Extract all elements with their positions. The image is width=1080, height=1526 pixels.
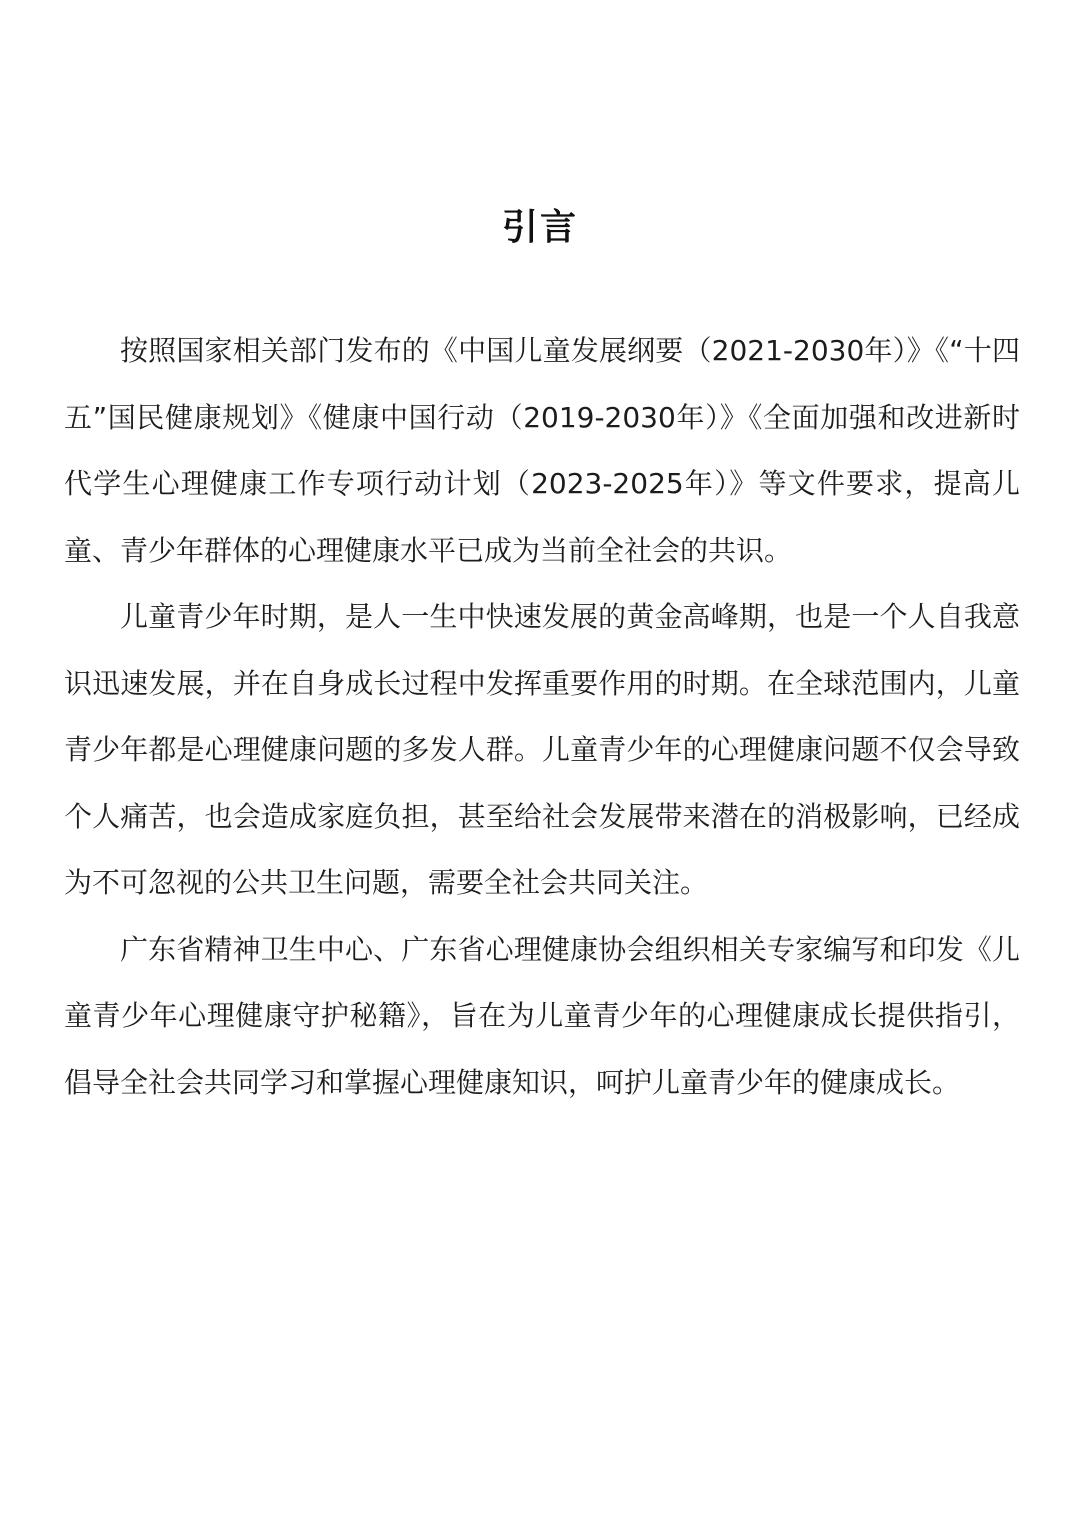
page-title: 引言: [501, 207, 578, 249]
document-body: [64, 318, 1020, 1116]
paragraph-guide-purpose: 广东省精神卫生中心、广东省心理健康协会组织相关专家编写和印发《儿童青少年心理健康守护秘籍》，旨在为儿童青少年的心理健康成长提供指引，倡导全社会共同学习和掌握心理健康知识，呵护儿童青少年的健康成长。: [64, 932, 1020, 1099]
paragraph-policy-context: 按照国家相关部门发布的《中国儿童发展纲要（2021-2030年）》《“十四五”国民健康规划》《健康中国行动（2019-2030年）》《全面加强和改进新时代学生心理健康工作专项行动计划（2023-2025年）》等文件要求，提高儿童、青少年群体的心理健康水平已成为当前全社会的共识。: [64, 334, 1020, 567]
paragraph-youth-mental-health: 儿童青少年时期，是人一生中快速发展的黄金高峰期，也是一个人自我意识迅速发展，并在自身成长过程中发挥重要作用的时期。在全球范围内，儿童青少年都是心理健康问题的多发人群。儿童青少年的心理健康问题不仅会导致个人痛苦，也会造成家庭负担，甚至给社会发展带来潜在的消极影响，已经成为不可忽视的公共卫生问题，需要全社会共同关注。: [64, 600, 1020, 899]
